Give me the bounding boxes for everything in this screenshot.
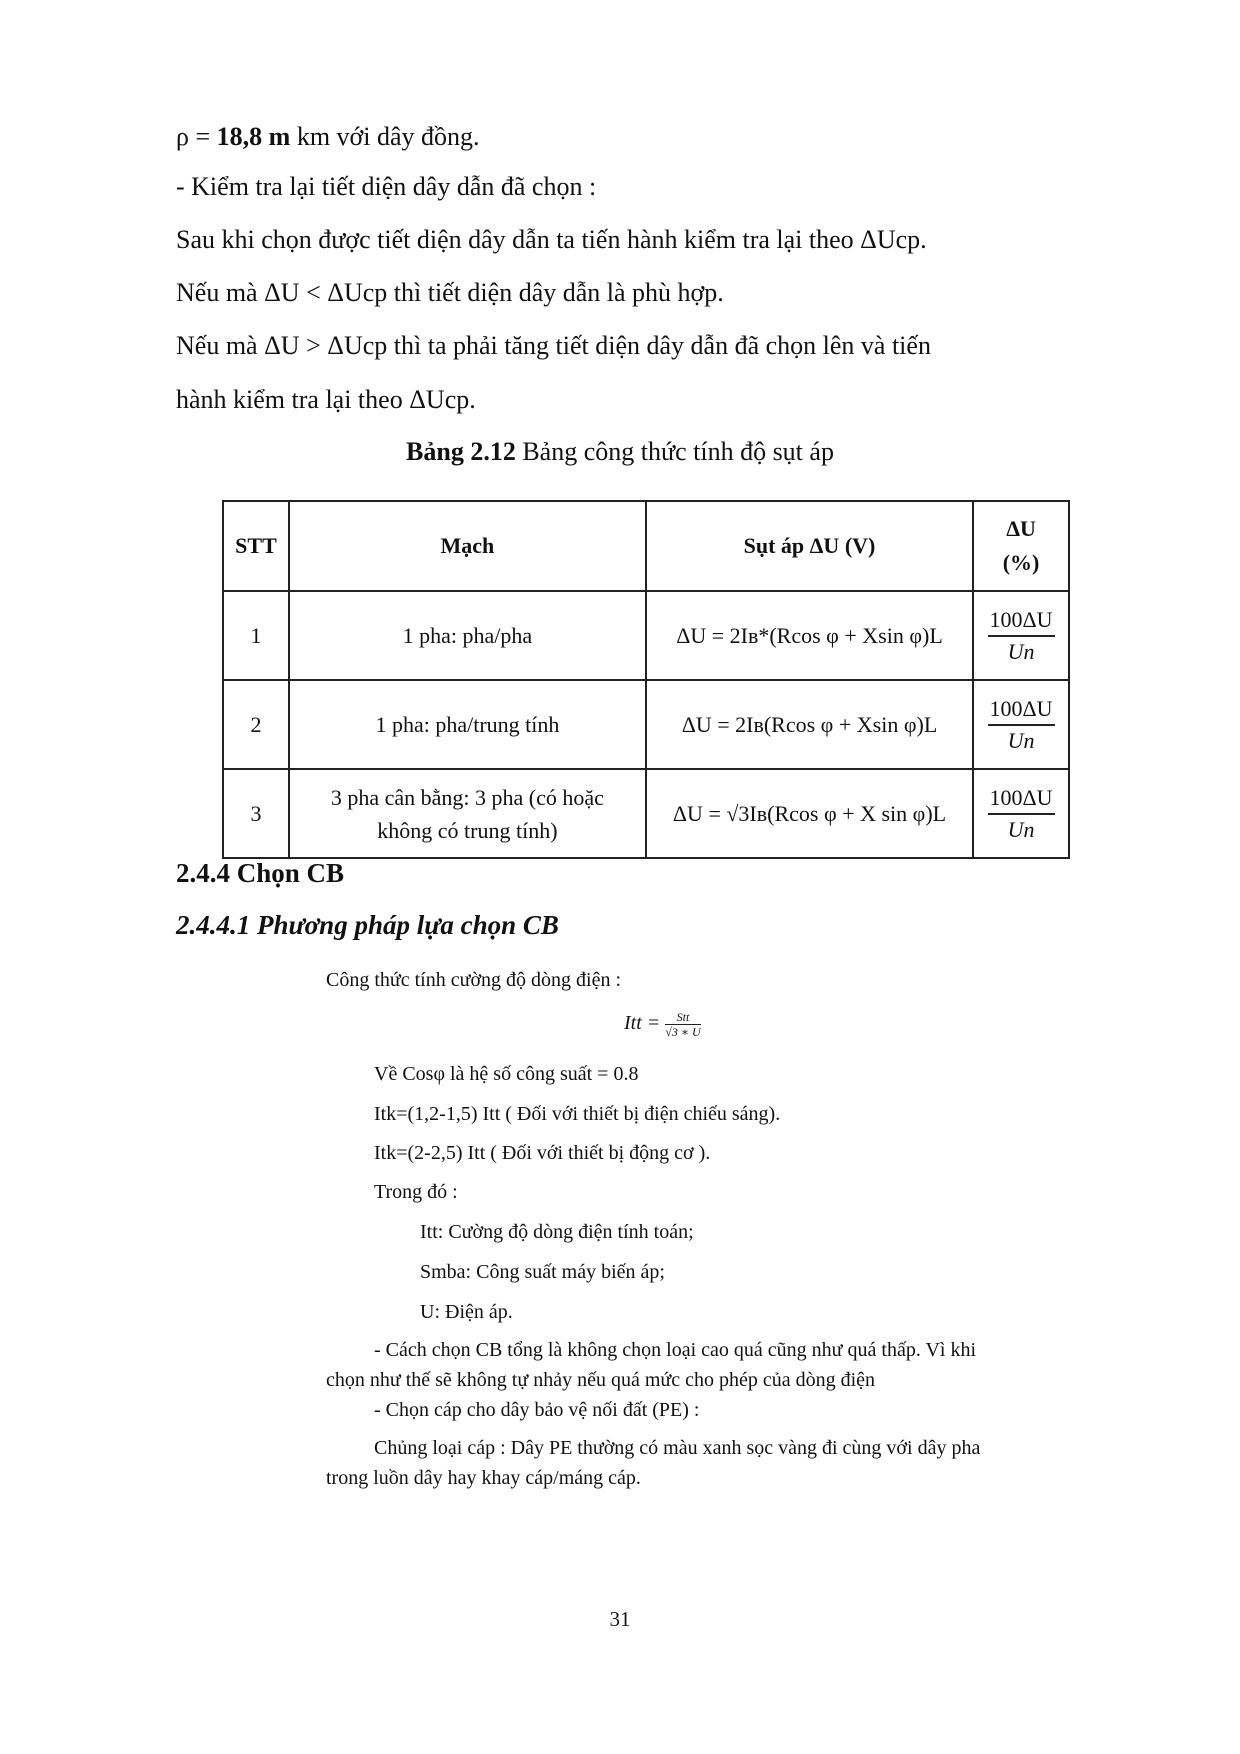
formula-numerator: Stt bbox=[665, 1010, 700, 1025]
fraction-numerator: 100ΔU bbox=[988, 694, 1055, 726]
header-stt: STT bbox=[223, 501, 289, 591]
paragraph-1: Sau khi chọn được tiết diện dây dẫn ta tiến hành kiểm tra lại theo ΔUcp. bbox=[176, 225, 927, 254]
fraction-numerator: 100ΔU bbox=[988, 605, 1055, 637]
fraction-denominator: Un bbox=[1007, 727, 1035, 753]
fraction-denominator: Un bbox=[1007, 816, 1035, 842]
table-row bbox=[223, 769, 1069, 858]
cell-formula: ΔU = 2Iʙ(Rcos φ + Xsin φ)L bbox=[646, 680, 973, 769]
heading-2-4-4-1: 2.4.4.1 Phương pháp lựa chọn CB bbox=[176, 910, 559, 940]
header-du-top: ΔU bbox=[1006, 516, 1036, 541]
cell-formula: ΔU = 2Iʙ*(Rcos φ + Xsin φ)L bbox=[646, 591, 973, 680]
paragraph-3b: hành kiểm tra lại theo ΔUcp. bbox=[176, 385, 476, 414]
check-title: - Kiểm tra lại tiết diện dây dẫn đã chọn : bbox=[176, 172, 597, 201]
itk-lighting-line: Itk=(1,2-1,5) Itt ( Đối với thiết bị điện chiếu sáng). bbox=[374, 1103, 781, 1125]
rho-suffix: km với dây đồng. bbox=[290, 122, 480, 151]
cell-mach-line-2: không có trung tính) bbox=[377, 817, 558, 843]
cb-selection-line-1: - Cách chọn CB tổng là không chọn loại cao quá cũng như quá thấp. Vì khi bbox=[374, 1339, 977, 1361]
cos-phi-line: Về Cosφ là hệ số công suất = 0.8 bbox=[374, 1063, 639, 1085]
cell-stt: 1 bbox=[223, 591, 289, 680]
percent-fraction bbox=[988, 605, 1055, 667]
voltage-drop-table bbox=[222, 500, 1070, 859]
cell-percent bbox=[973, 591, 1069, 680]
fraction-denominator: Un bbox=[1007, 638, 1035, 664]
table-row bbox=[223, 591, 1069, 680]
trong-do-label: Trong đó : bbox=[374, 1181, 458, 1203]
page-number: 31 bbox=[609, 1607, 631, 1631]
definition-itt: Itt: Cường độ dòng điện tính toán; bbox=[420, 1221, 694, 1243]
current-formula bbox=[624, 1010, 701, 1039]
itk-motor-line: Itk=(2-2,5) Itt ( Đối với thiết bị động cơ ). bbox=[374, 1142, 711, 1164]
cell-percent bbox=[973, 680, 1069, 769]
pe-cable-title: - Chọn cáp cho dây bảo vệ nối đất (PE) : bbox=[374, 1399, 700, 1421]
cell-stt: 2 bbox=[223, 680, 289, 769]
paragraph-2: Nếu mà ΔU < ΔUcp thì tiết diện dây dẫn là phù hợp. bbox=[176, 278, 724, 307]
percent-fraction bbox=[988, 783, 1055, 845]
cell-mach bbox=[289, 769, 646, 858]
table-row bbox=[223, 680, 1069, 769]
cell-stt: 3 bbox=[223, 769, 289, 858]
cb-selection-line-2: chọn như thế sẽ không tự nhảy nếu quá mức cho phép của dòng điện bbox=[326, 1369, 876, 1391]
caption-label: Bảng 2.12 bbox=[406, 437, 516, 466]
cell-percent bbox=[973, 769, 1069, 858]
table-caption bbox=[0, 437, 1240, 467]
header-mach: Mạch bbox=[289, 501, 646, 591]
percent-fraction bbox=[988, 694, 1055, 756]
header-du-percent bbox=[973, 501, 1069, 591]
cell-mach: 1 pha: pha/trung tính bbox=[289, 680, 646, 769]
heading-2-4-4: 2.4.4 Chọn CB bbox=[176, 858, 345, 888]
formula-lhs: Itt = bbox=[624, 1012, 661, 1035]
formula-fraction bbox=[665, 1010, 700, 1039]
current-formula-intro: Công thức tính cường độ dòng điện : bbox=[326, 969, 622, 991]
pe-cable-line-1: Chủng loại cáp : Dây PE thường có màu xanh sọc vàng đi cùng với dây pha bbox=[374, 1437, 981, 1459]
cell-mach: 1 pha: pha/pha bbox=[289, 591, 646, 680]
fraction-numerator: 100ΔU bbox=[988, 783, 1055, 815]
cell-formula: ΔU = √3Iʙ(Rcos φ + X sin φ)L bbox=[646, 769, 973, 858]
rho-line bbox=[176, 122, 480, 152]
header-du-bottom: (%) bbox=[1002, 550, 1040, 575]
formula-denominator: √3 ∗ U bbox=[665, 1025, 701, 1039]
table-header-row bbox=[223, 501, 1069, 591]
caption-text: Bảng công thức tính độ sụt áp bbox=[515, 437, 834, 466]
rho-prefix: ρ = bbox=[176, 122, 217, 151]
header-sut-ap: Sụt áp ΔU (V) bbox=[646, 501, 973, 591]
cell-mach-line-1: 3 pha cân bằng: 3 pha (có hoặc bbox=[330, 784, 604, 810]
pe-cable-line-2: trong luồn dây hay khay cáp/máng cáp. bbox=[326, 1467, 641, 1489]
definition-smba: Smba: Công suất máy biến áp; bbox=[420, 1261, 665, 1283]
definition-u: U: Điện áp. bbox=[420, 1301, 513, 1323]
paragraph-3a: Nếu mà ΔU > ΔUcp thì ta phải tăng tiết diện dây dẫn đã chọn lên và tiến bbox=[176, 331, 931, 360]
rho-value: 18,8 m bbox=[216, 122, 291, 151]
